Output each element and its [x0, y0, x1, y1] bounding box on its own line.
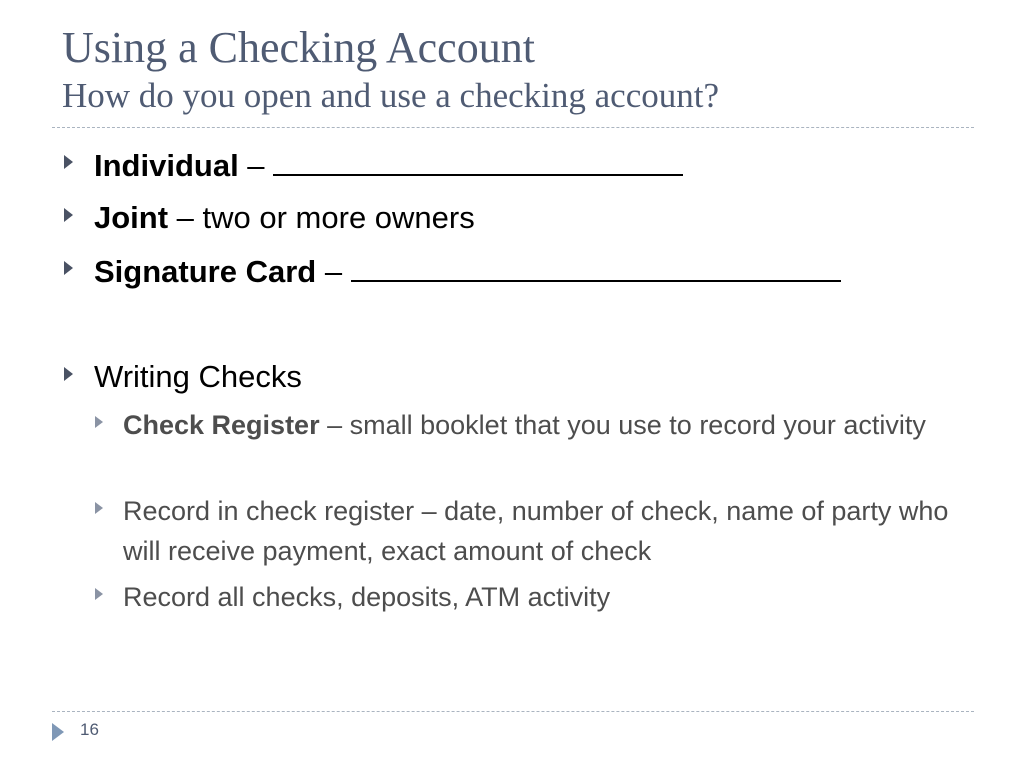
- top-divider: [52, 127, 974, 128]
- triangle-right-icon: [95, 588, 103, 600]
- slide-title: Using a Checking Account: [62, 23, 535, 72]
- triangle-right-icon: [95, 416, 103, 428]
- sub-bullet-description: Record all checks, deposits, ATM activity: [123, 582, 611, 612]
- sub-bullet-check-register: [95, 406, 953, 446]
- slide-subtitle: How do you open and use a checking account?: [62, 76, 720, 115]
- sub-bullet-description: small booklet that you use to record your activity: [349, 410, 926, 440]
- triangle-right-icon: [64, 367, 73, 381]
- bullet-term: Individual: [94, 147, 239, 183]
- sub-bullet-term: Check Register: [123, 410, 320, 440]
- page-number: 16: [80, 720, 99, 739]
- bullet-separator: –: [316, 253, 351, 289]
- slide-title-block: [62, 23, 982, 115]
- bullet-description: Writing Checks: [94, 359, 302, 394]
- triangle-right-icon: [52, 723, 64, 741]
- triangle-right-icon: [95, 502, 103, 514]
- sub-bullet-record-all: [95, 578, 953, 618]
- fill-in-blank-line: [351, 252, 841, 282]
- bullet-term: Joint: [94, 200, 169, 235]
- sub-bullet-record-register: [95, 492, 953, 572]
- sub-bullet-description: Record in check register – date, number of check, name of party who will receive payment, exact amount of check: [123, 496, 949, 566]
- triangle-right-icon: [64, 155, 73, 169]
- bullet-writing-checks: [64, 358, 302, 395]
- bullet-signature-card: [64, 252, 841, 290]
- triangle-right-icon: [64, 208, 73, 222]
- bullet-term: Signature Card: [94, 253, 317, 289]
- bullet-individual: [64, 146, 683, 184]
- bullet-joint: [64, 199, 475, 236]
- bottom-divider: [52, 711, 974, 712]
- bullet-separator: –: [238, 147, 274, 183]
- fill-in-blank-line: [273, 146, 683, 176]
- sub-bullet-separator: –: [319, 410, 350, 440]
- bullet-separator: –: [168, 200, 203, 235]
- triangle-right-icon: [64, 261, 73, 275]
- bullet-description: two or more owners: [202, 200, 475, 235]
